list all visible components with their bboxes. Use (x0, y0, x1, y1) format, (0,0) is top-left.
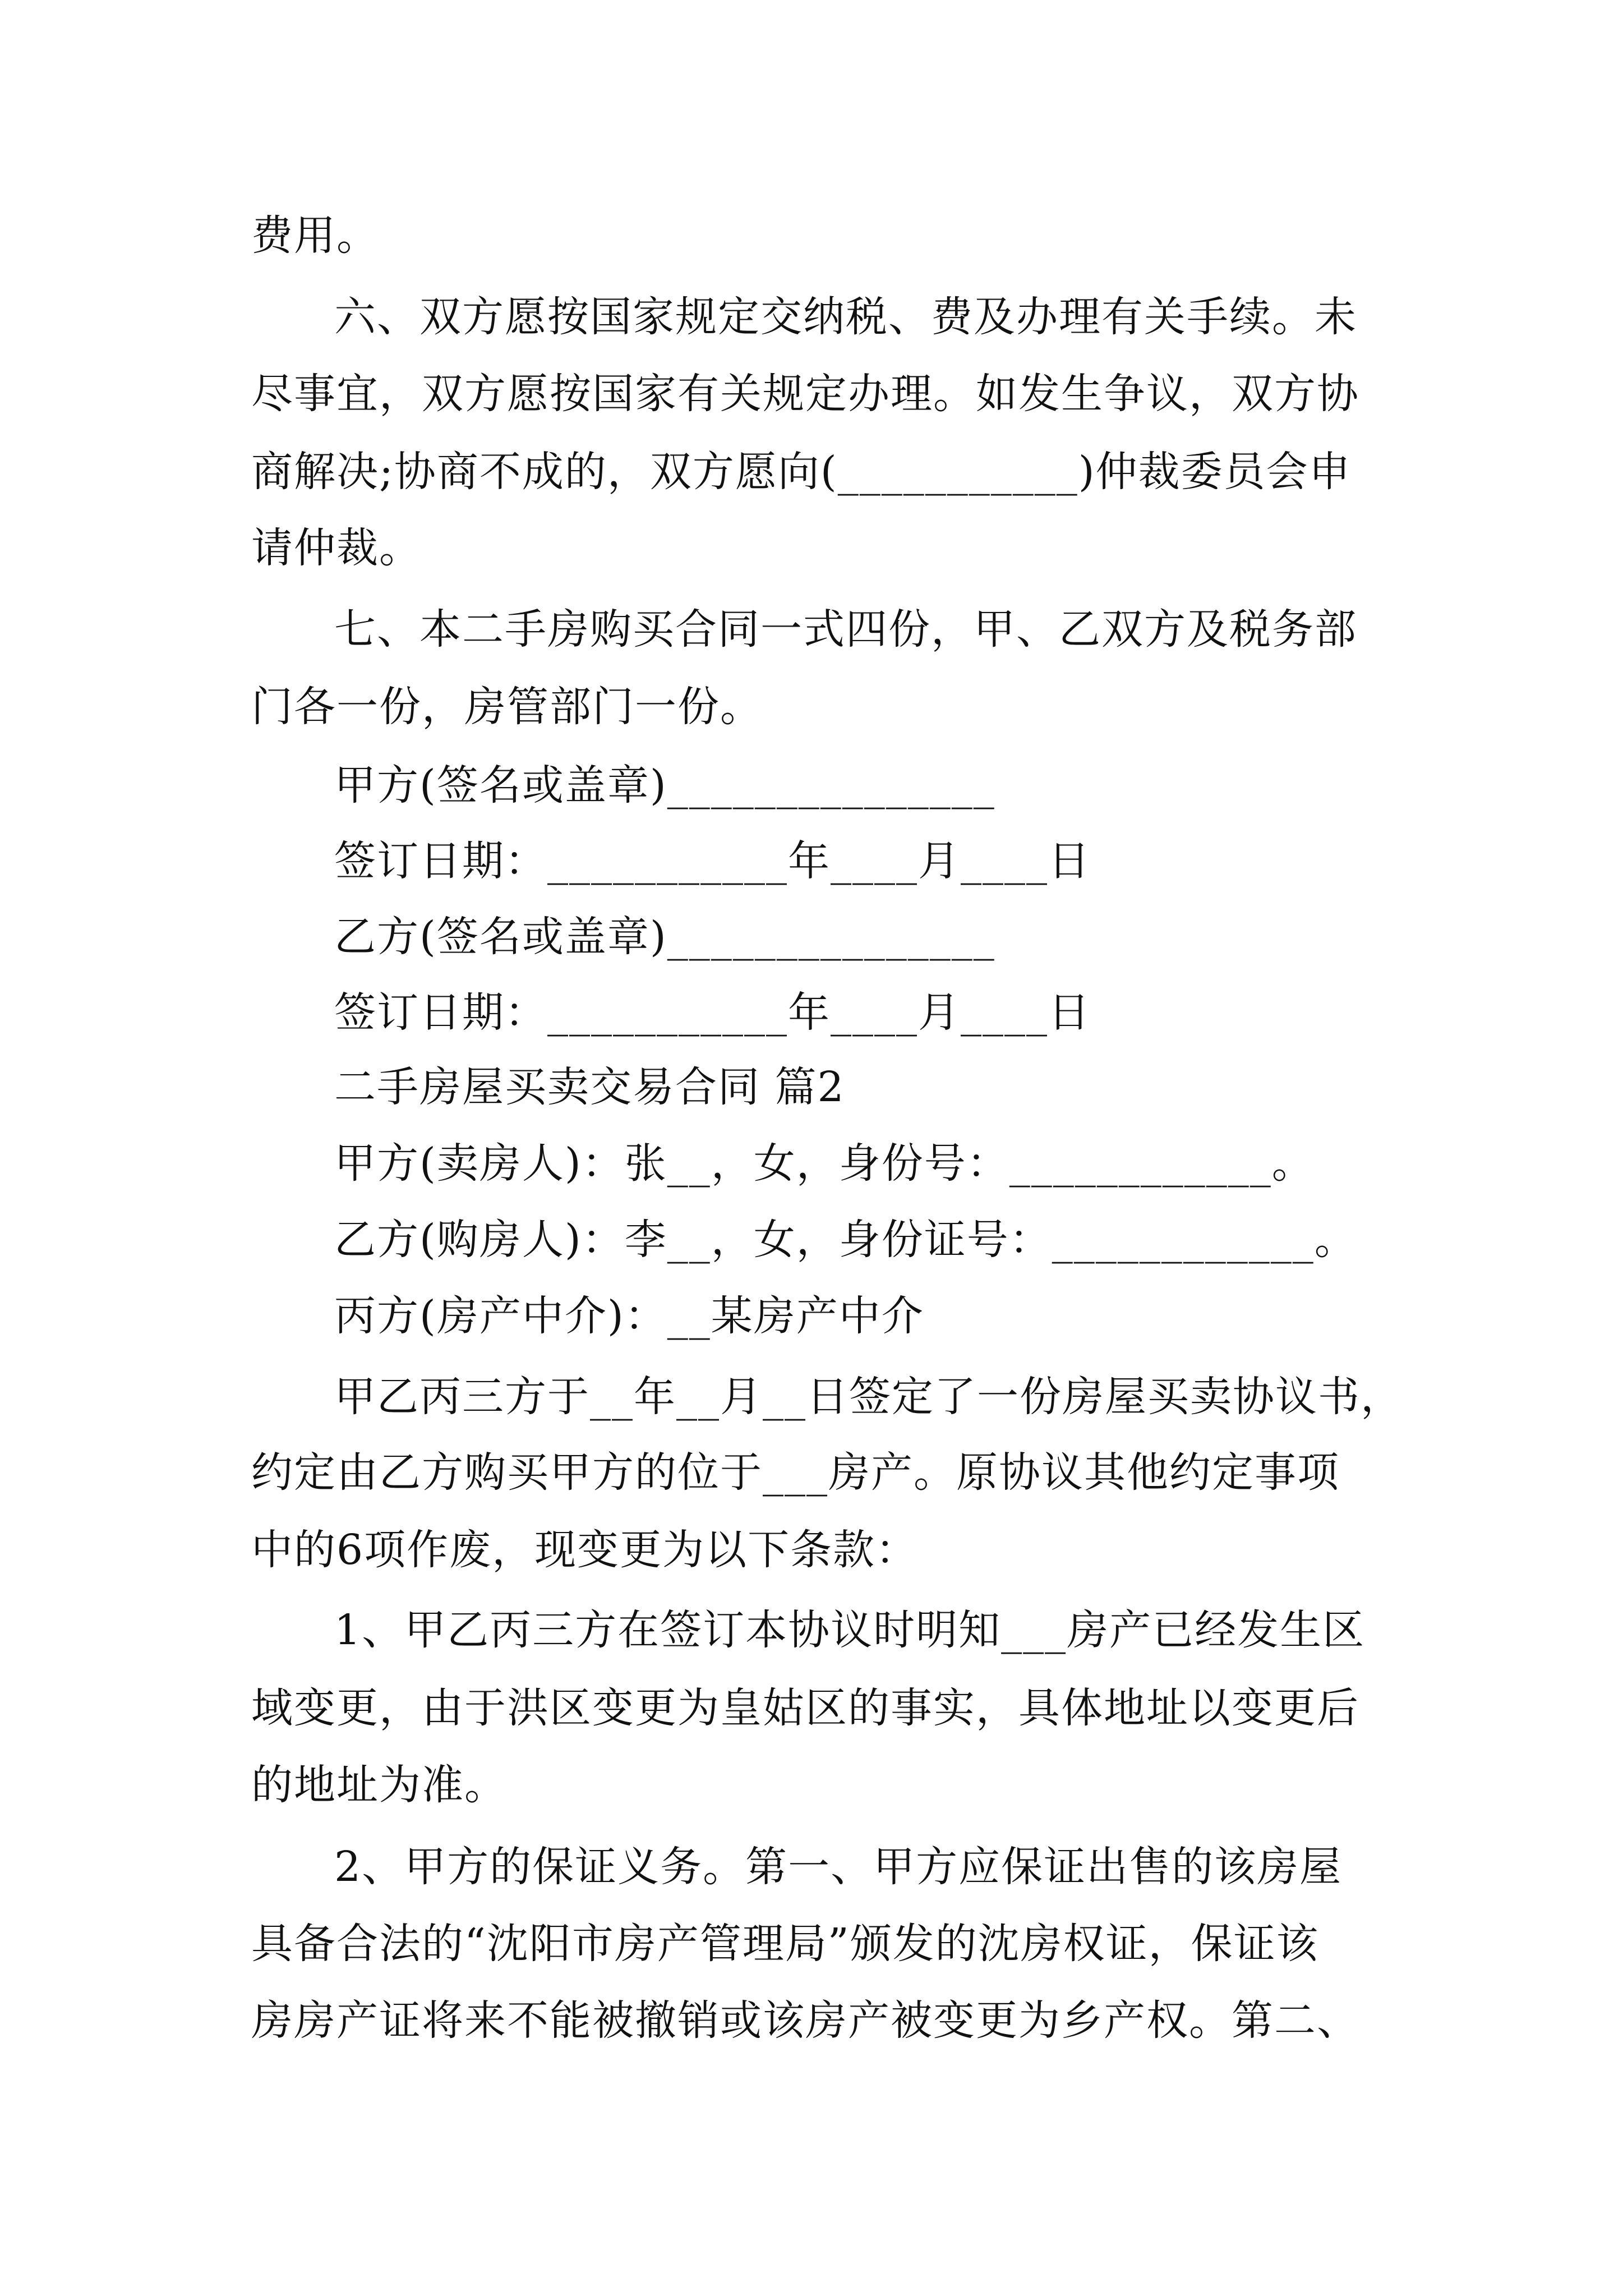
text-line-21: 的地址为准。 (251, 1761, 507, 1809)
text-line-23: 具备合法的“沈阳市房产管理局”颁发的沈房权证，保证该 (251, 1920, 1319, 1968)
text-line-19: 1、甲乙丙三方在签订本协议时明知___房产已经发生区 (334, 1606, 1366, 1654)
text-line-18: 中的6项作废，现变更为以下条款： (251, 1526, 919, 1574)
text-line-14: 乙方(购房人)：李__，女，身份证号：____________。 (334, 1216, 1357, 1264)
text-line-9: 签订日期：___________年____月____日 (334, 837, 1091, 885)
text-line-8: 甲方(签名或盖章)_______________ (334, 761, 995, 809)
text-line-1: 费用。 (251, 211, 379, 260)
text-line-10: 乙方(签名或盖章)_______________ (334, 913, 995, 961)
text-line-12: 二手房屋买卖交易合同 篇2 (334, 1063, 845, 1111)
text-line-4: 商解决;协商不成的，双方愿向(___________)仲裁委员会申 (251, 448, 1352, 496)
text-line-2: 六、双方愿按国家规定交纳税、费及办理有关手续。未 (334, 293, 1357, 341)
text-line-16: 甲乙丙三方于__年__月__日签定了一份房屋买卖协议书， (334, 1373, 1403, 1421)
text-line-24: 房房产证将来不能被撤销或该房产被变更为乡产权。第二、 (251, 1996, 1359, 2045)
text-line-3: 尽事宜，双方愿按国家有关规定办理。如发生争议，双方协 (251, 370, 1359, 418)
text-line-13: 甲方(卖房人)：张__，女，身份号：____________。 (334, 1139, 1315, 1188)
text-line-22: 2、甲方的保证义务。第一、甲方应保证出售的该房屋 (334, 1843, 1343, 1891)
text-line-7: 门各一份，房管部门一份。 (251, 683, 763, 731)
text-line-6: 七、本二手房购买合同一式四份，甲、乙双方及税务部 (334, 605, 1357, 654)
text-line-15: 丙方(房产中介)：__某房产中介 (334, 1292, 924, 1340)
text-line-11: 签订日期：___________年____月____日 (334, 988, 1091, 1037)
text-line-17: 约定由乙方购买甲方的位于___房产。原协议其他约定事项 (251, 1448, 1340, 1497)
text-line-20: 域变更，由于洪区变更为皇姑区的事实，具体地址以变更后 (251, 1684, 1359, 1732)
text-line-5: 请仲裁。 (251, 524, 422, 572)
